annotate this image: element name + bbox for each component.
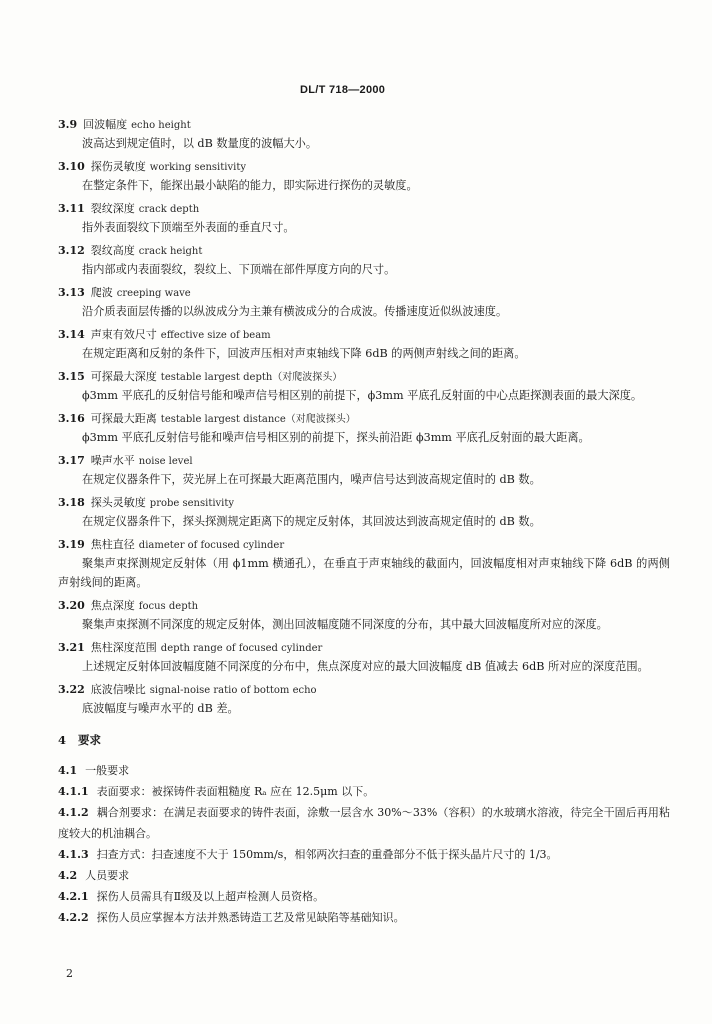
term-name-zh: 底波信噪比	[90, 683, 146, 696]
term-heading	[58, 201, 670, 217]
term-number: 3.22	[58, 683, 85, 696]
requirement-number: 4.1.1	[58, 785, 89, 798]
requirement-text: 探伤人员应掌握本方法并熟悉铸造工艺及常见缺陷等基础知识。	[96, 911, 405, 924]
term-number: 3.15	[58, 370, 85, 383]
section-title: 要求	[78, 733, 102, 747]
term-number: 3.20	[58, 599, 85, 612]
term-heading	[58, 369, 670, 385]
requirement-item	[58, 844, 670, 865]
term-name-zh: 噪声水平	[90, 454, 135, 467]
term-heading	[58, 159, 670, 175]
term-number: 3.13	[58, 286, 85, 299]
term-name-en: creeping wave	[116, 288, 191, 299]
term-definition: 在规定仪器条件下，荧光屏上在可探最大距离范围内，噪声信号达到波高规定值时的 dB 数。	[82, 473, 541, 486]
requirement-number: 4.1	[58, 764, 78, 777]
requirement-number: 4.1.3	[58, 848, 89, 861]
term-number: 3.12	[58, 244, 85, 257]
term-number: 3.16	[58, 412, 85, 425]
requirement-number: 4.2.2	[58, 911, 89, 924]
term-name-en: probe sensitivity	[149, 498, 235, 509]
term-definition: 指外表面裂纹下顶端至外表面的垂直尺寸。	[82, 221, 295, 234]
requirement-number: 4.2.1	[58, 890, 89, 903]
requirement-text: 人员要求	[85, 869, 130, 882]
term-name-zh: 回波幅度	[83, 118, 128, 131]
term-definition: 在整定条件下，能探出最小缺陷的能力，即实际进行探伤的灵敏度。	[82, 179, 418, 192]
term-name-zh: 裂纹高度	[90, 244, 135, 257]
section-heading	[58, 732, 670, 748]
term-heading	[58, 411, 670, 427]
term-entry	[58, 495, 670, 531]
term-name-en: depth range of focused cylinder	[160, 643, 323, 654]
term-name-en: signal-noise ratio of bottom echo	[149, 685, 317, 696]
term-name-en: diameter of focused cylinder	[138, 540, 285, 551]
requirement-text: 表面要求：被探铸件表面粗糙度 Rₐ 应在 12.5μm 以下。	[96, 785, 375, 798]
term-name-zh: 可探最大深度	[90, 370, 157, 383]
term-definition: 波高达到规定值时，以 dB 数量度的波幅大小。	[82, 137, 318, 150]
requirement-item	[58, 907, 670, 928]
term-name-en: working sensitivity	[149, 162, 246, 173]
page-number: 2	[66, 967, 73, 980]
requirement-item	[58, 760, 670, 781]
term-entry	[58, 285, 670, 321]
term-entry	[58, 243, 670, 279]
requirement-number: 4.2	[58, 869, 78, 882]
term-definition: ϕ3mm 平底孔的反射信号能和噪声信号相区别的前提下，ϕ3mm 平底孔反射面的中心点距探测表面的最大深度。	[82, 389, 643, 402]
requirement-item	[58, 886, 670, 907]
term-heading	[58, 640, 670, 656]
term-name-zh: 爬波	[90, 286, 113, 299]
term-definition: 聚集声束探测规定反射体（用 ϕ1mm 横通孔），在垂直于声束轴线的截面内，回波幅度相对声束轴线下降 6dB 的两侧声射线间的距离。	[58, 557, 670, 589]
term-definition: ϕ3mm 平底孔反射信号能和噪声信号相区别的前提下，探头前沿距 ϕ3mm 平底孔反射面的最大距离。	[82, 431, 590, 444]
term-entry	[58, 640, 670, 676]
requirement-text: 耦合剂要求：在满足表面要求的铸件表面，涂敷一层含水 30%～33%（容积）的水玻璃水溶液，待完全干固后再用粘度较大的机油耦合。	[58, 806, 670, 840]
requirement-text: 一般要求	[85, 764, 130, 777]
term-name-zh: 焦柱直径	[90, 538, 135, 551]
term-entry	[58, 201, 670, 237]
term-name-zh: 探伤灵敏度	[90, 160, 146, 173]
term-entry	[58, 327, 670, 363]
term-number: 3.18	[58, 496, 85, 509]
term-number: 3.19	[58, 538, 85, 551]
term-entry	[58, 537, 670, 592]
term-heading	[58, 537, 670, 553]
requirement-item	[58, 865, 670, 886]
term-definition: 在规定仪器条件下，探头探测规定距离下的规定反射体，其回波达到波高规定值时的 dB 数。	[82, 515, 541, 528]
term-definition: 指内部或内表面裂纹，裂纹上、下顶端在部件厚度方向的尺寸。	[82, 263, 396, 276]
term-name-zh: 探头灵敏度	[90, 496, 146, 509]
section-number: 4	[58, 733, 67, 747]
term-heading	[58, 495, 670, 511]
term-heading	[58, 285, 670, 301]
term-definition: 底波幅度与噪声水平的 dB 差。	[82, 702, 239, 715]
term-heading	[58, 243, 670, 259]
term-entry	[58, 369, 670, 405]
term-number: 3.10	[58, 160, 85, 173]
term-heading	[58, 327, 670, 343]
term-name-en: crack height	[138, 246, 203, 257]
term-heading	[58, 453, 670, 469]
term-name-en: testable largest distance（对爬波探头）	[160, 414, 356, 425]
terms-list	[58, 117, 670, 718]
term-name-en: crack depth	[138, 204, 200, 215]
term-definition: 上述规定反射体回波幅度随不同深度的分布中，焦点深度对应的最大回波幅度 dB 值减去 6dB 所对应的深度范围。	[82, 660, 649, 673]
term-name-zh: 可探最大距离	[90, 412, 157, 425]
term-heading	[58, 598, 670, 614]
term-name-en: testable largest depth（对爬波探头）	[160, 372, 343, 383]
requirement-text: 扫查方式：扫查速度不大于 150mm/s，相邻两次扫查的重叠部分不低于探头晶片尺寸的 1/3。	[96, 848, 558, 861]
term-name-en: echo height	[131, 120, 191, 131]
term-definition: 在规定距离和反射的条件下，回波声压相对声束轴线下降 6dB 的两侧声射线之间的距离。	[82, 347, 526, 360]
term-number: 3.17	[58, 454, 85, 467]
term-name-zh: 焦柱深度范围	[90, 641, 157, 654]
term-name-zh: 焦点深度	[90, 599, 135, 612]
term-heading	[58, 682, 670, 698]
term-definition: 沿介质表面层传播的以纵波成分为主兼有横波成分的合成波。传播速度近似纵波速度。	[82, 305, 508, 318]
term-entry	[58, 159, 670, 195]
term-entry	[58, 682, 670, 718]
term-number: 3.9	[58, 118, 78, 131]
term-number: 3.14	[58, 328, 85, 341]
requirement-item	[58, 781, 670, 802]
term-entry	[58, 453, 670, 489]
term-name-en: noise level	[138, 456, 193, 467]
requirements-list	[58, 760, 670, 928]
standard-code-header: DL/T 718—2000	[300, 84, 386, 96]
requirement-number: 4.1.2	[58, 806, 89, 819]
term-name-zh: 声束有效尺寸	[90, 328, 157, 341]
term-entry	[58, 117, 670, 153]
term-name-zh: 裂纹深度	[90, 202, 135, 215]
requirement-item	[58, 802, 670, 844]
term-definition: 聚集声束探测不同深度的规定反射体，测出回波幅度随不同深度的分布，其中最大回波幅度所对应的深度。	[82, 618, 608, 631]
term-name-en: focus depth	[138, 601, 199, 612]
term-entry	[58, 598, 670, 634]
term-number: 3.11	[58, 202, 85, 215]
term-entry	[58, 411, 670, 447]
page-content	[58, 117, 670, 928]
requirement-text: 探伤人员需具有Ⅱ级及以上超声检测人员资格。	[96, 890, 325, 903]
term-heading	[58, 117, 670, 133]
term-number: 3.21	[58, 641, 85, 654]
term-name-en: effective size of beam	[160, 330, 271, 341]
